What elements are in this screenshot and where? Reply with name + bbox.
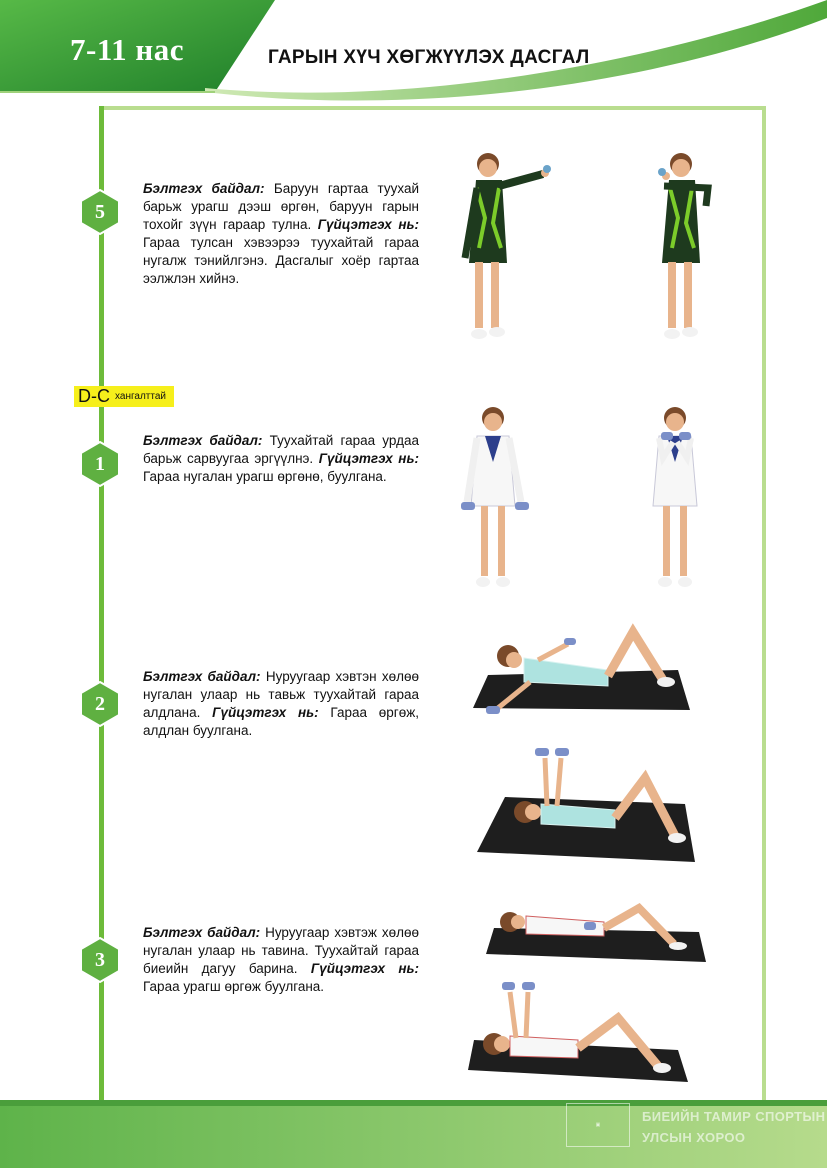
exercise-photo — [468, 978, 690, 1084]
exercise-photo — [468, 620, 693, 720]
perform-text: Гараа урагш өргөж буулгана. — [143, 979, 325, 994]
start-label: Бэлтгэх байдал: — [143, 181, 265, 196]
exercise-photo — [648, 148, 748, 346]
perform-label: Гүйцэтгэх нь: — [317, 217, 419, 232]
start-text: Баруун гартаа туухай барьж урагш дээш өргөн, баруун гарын тохойг зүүн гараар тулна. — [143, 181, 419, 232]
perform-label: Гүйцэтгэх нь: — [318, 451, 419, 466]
exercise-number: 1 — [95, 452, 105, 475]
start-text: Нуруугаар хэвтэн хөлөө нугалан улаар нь тавьж туухайтай гараа алдлана. — [143, 669, 419, 720]
start-text: Нуруугаар хэвтэж хөлөө нугалан улаар нь тавина. Туухайтай гараа биеийн дагуу барина. — [143, 925, 419, 976]
exercise-photo — [455, 148, 555, 346]
exercise-number: 5 — [95, 200, 105, 223]
start-text: Туухайтай гараа урдаа барьж сарвуугаа эргүүлнэ. — [143, 433, 419, 466]
exercise-photo — [475, 742, 697, 867]
exercise-photo — [455, 402, 535, 594]
exercise-description — [143, 924, 419, 996]
perform-text: Гараа нугалан урагш өргөнө, буулгана. — [143, 469, 387, 484]
start-label: Бэлтгэх байдал: — [143, 669, 261, 684]
exercise-number: 2 — [95, 692, 105, 715]
page-title: ГАРЫН ХҮЧ ХӨГЖҮҮЛЭХ ДАСГАЛ — [268, 47, 590, 68]
level-badge — [74, 386, 174, 407]
exercise-number: 3 — [95, 948, 105, 971]
committee-logo: ▣ — [566, 1103, 630, 1147]
perform-label: Гүйцэтгэх нь: — [212, 705, 319, 720]
exercise-photo — [637, 402, 717, 594]
org-line-1: БИЕИЙН ТАМИР СПОРТЫН — [642, 1109, 826, 1124]
perform-text: Гараа тулсан хэвээрээ туухайтай гараа нугалж тэнийлгэнэ. Дасгалыг хоёр гартаа ээлжлэн хийнэ. — [143, 235, 419, 286]
start-label: Бэлтгэх байдал: — [143, 433, 263, 448]
perform-label: Гүйцэтгэх нь: — [310, 961, 419, 976]
perform-text: Гараа өргөж, алдлан буулгана. — [143, 705, 419, 738]
exercise-photo — [484, 900, 709, 970]
level-word: хангалттай — [115, 391, 166, 402]
org-line-2: УЛСЫН ХОРОО — [642, 1130, 746, 1145]
exercise-description — [143, 668, 419, 740]
exercise-description — [143, 180, 419, 288]
level-code: D-C — [78, 386, 110, 406]
age-badge: 7-11 нас — [70, 32, 184, 67]
exercise-description — [143, 432, 419, 486]
footer-organization — [642, 1106, 825, 1148]
start-label: Бэлтгэх байдал: — [143, 925, 261, 940]
